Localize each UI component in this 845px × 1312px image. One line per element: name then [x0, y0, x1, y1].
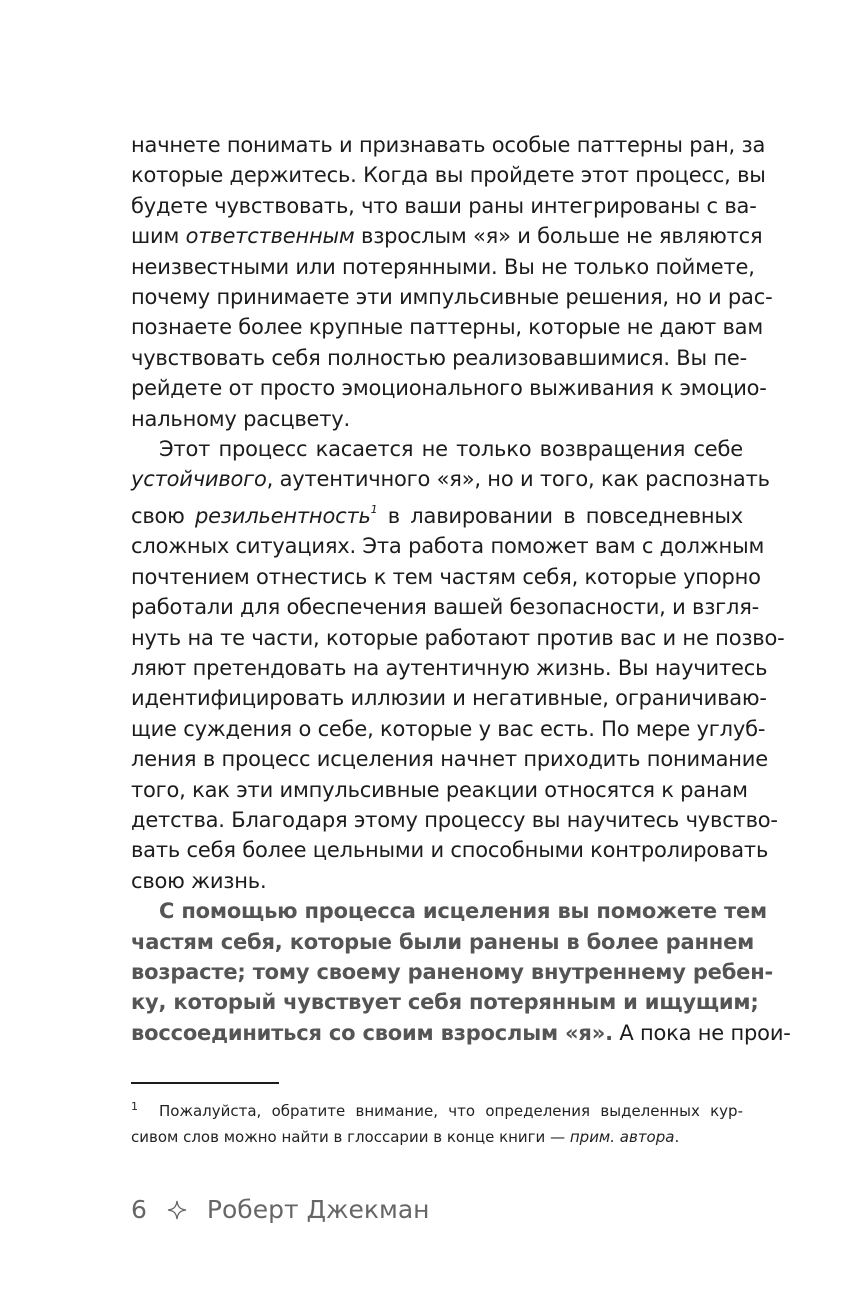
- paragraph-2: [131, 434, 785, 896]
- text-line: [131, 683, 767, 713]
- text-line: [131, 927, 755, 957]
- text-run: рейдете от просто эмоционального выживания к эмоцио-: [131, 376, 767, 401]
- text-run: нальному расцвету.: [131, 406, 350, 431]
- text-run: детства. Благодаря этому процессу вы научитесь чувство-: [131, 807, 778, 832]
- text-run: свою: [131, 503, 195, 528]
- text-run: неизвестными или потерянными. Вы не только поймете,: [131, 254, 755, 279]
- footnote-divider: [131, 1082, 279, 1084]
- text-line: [131, 282, 773, 312]
- text-run: ляют претендовать на аутентичную жизнь. Вы научитесь: [131, 655, 768, 680]
- italic-term: резильентность: [194, 503, 371, 528]
- four-point-star-icon: [167, 1200, 187, 1220]
- text-run: чувствовать себя полностью реализовавшимися. Вы пе-: [131, 345, 747, 370]
- text-run: ления в процесс исцеления начнет приходить понимание: [131, 747, 768, 772]
- footnote-ref: 1: [370, 502, 378, 516]
- bold-text: воссоединиться со своим взрослым «я».: [131, 1020, 613, 1045]
- text-line: [131, 434, 743, 464]
- text-line: [131, 221, 763, 251]
- text-run: , аутентичного «я», но и того, как распознать: [266, 467, 770, 492]
- text-run: почтением отнестись к тем частям себя, которые упорно: [131, 564, 761, 589]
- text-line: [131, 252, 755, 282]
- text-run: вать себя более цельными и способными контролировать: [131, 838, 769, 863]
- text-line: [131, 987, 759, 1017]
- text-run: Этот процесс касается не только возвращения себе: [159, 437, 743, 462]
- page-number: 6: [131, 1195, 147, 1224]
- footnote-attribution: прим. автора: [569, 1128, 675, 1146]
- text-line: [131, 775, 748, 805]
- footnote-end: .: [674, 1128, 680, 1146]
- text-line: [131, 495, 743, 531]
- text-run: свою жизнь.: [131, 868, 267, 893]
- text-line: [131, 531, 765, 561]
- text-run: сложных ситуациях. Эта работа поможет вам с должным: [131, 534, 765, 559]
- italic-term: ответственным: [185, 224, 355, 249]
- text-line: [131, 623, 785, 653]
- text-run: идентифицировать иллюзии и негативные, ограничиваю-: [131, 686, 767, 711]
- text-run: которые держитесь. Когда вы пройдете этот процесс, вы: [131, 163, 766, 188]
- bold-text: частям себя, которые были ранены в более раннем: [131, 929, 755, 954]
- text-line: [131, 562, 761, 592]
- text-line: [131, 343, 747, 373]
- text-run: щие суждения о себе, которые у вас есть. По мере углуб-: [131, 716, 766, 741]
- paragraph-3: [131, 896, 791, 1048]
- text-run: того, как эти импульсивные реакции относятся к ранам: [131, 777, 748, 802]
- paragraph-1: [131, 130, 773, 434]
- footnote-line-2: [131, 1124, 743, 1150]
- text-line: [131, 130, 766, 160]
- footnote: [131, 1098, 743, 1150]
- text-line: [131, 464, 770, 494]
- text-run: начнете понимать и признавать особые паттерны ран, за: [131, 133, 766, 157]
- italic-term: устойчивого: [131, 467, 267, 492]
- text-line: [131, 373, 767, 403]
- text-run: А пока не прои-: [612, 1020, 791, 1045]
- footnote-text: сивом слов можно найти в глоссарии в конце книги —: [131, 1128, 570, 1146]
- text-run: будете чувствовать, что ваши раны интегрированы с ва-: [131, 193, 757, 218]
- text-line: [131, 404, 743, 434]
- bold-text: возрасте; тому своему раненому внутреннему ребен-: [131, 959, 774, 984]
- text-line: [131, 866, 743, 896]
- text-run: шим: [131, 224, 186, 249]
- footnote-mark: 1: [131, 1100, 138, 1113]
- text-line: [131, 312, 763, 342]
- text-run: в лавировании в повседневных: [377, 503, 744, 528]
- main-text: [131, 130, 791, 1048]
- text-run: работали для обеспечения вашей безопасности, и взгля-: [131, 595, 760, 620]
- text-line: [131, 805, 778, 835]
- bold-text: С помощью процесса исцеления вы поможете тем: [159, 899, 768, 924]
- text-line: [131, 1018, 791, 1048]
- text-line: [131, 191, 757, 221]
- text-run: взрослым «я» и больше не являются: [354, 224, 763, 249]
- bold-text: ку, который чувствует себя потерянным и ищущим;: [131, 990, 759, 1015]
- text-run: нуть на те части, которые работают против вас и не позво-: [131, 625, 785, 650]
- author-name: Роберт Джекман: [206, 1195, 430, 1224]
- text-line: [131, 592, 760, 622]
- text-run: почему принимаете эти импульсивные решения, но и рас-: [131, 285, 773, 310]
- text-line: [131, 744, 768, 774]
- text-line: [131, 653, 768, 683]
- text-line: [131, 957, 774, 987]
- footnote-line-1: Пожалуйста, обратите внимание, что определения выделенных кур-: [159, 1102, 743, 1120]
- text-line: [131, 714, 766, 744]
- text-run: познаете более крупные паттерны, которые не дают вам: [131, 315, 763, 340]
- text-line: [131, 896, 768, 926]
- text-line: [131, 835, 769, 865]
- text-line: [131, 160, 766, 190]
- page-footer: [131, 1195, 430, 1224]
